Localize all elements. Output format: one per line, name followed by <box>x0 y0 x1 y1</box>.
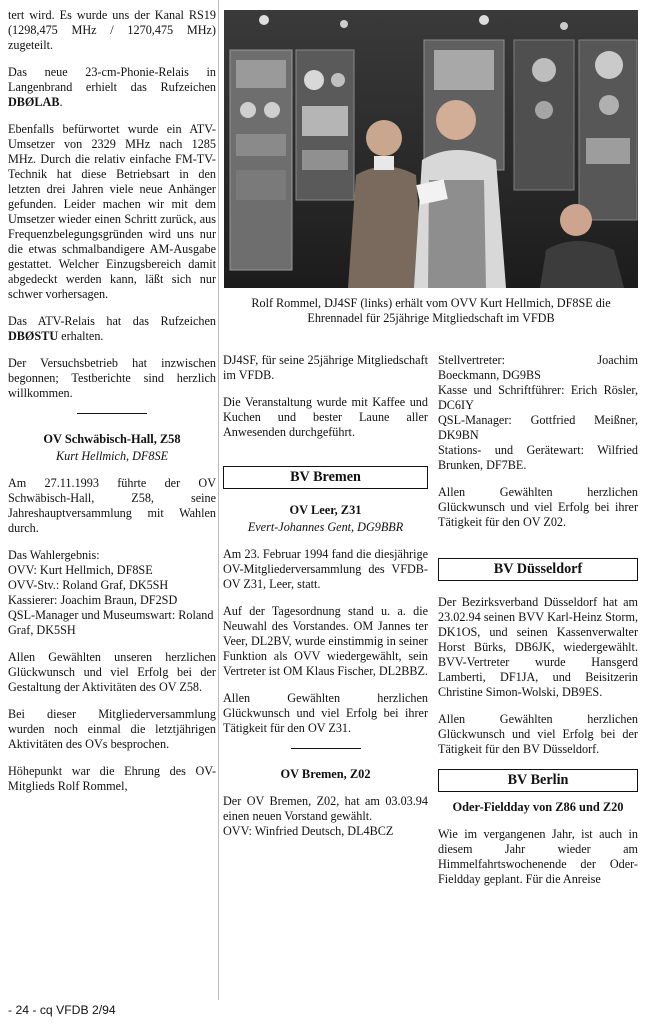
result-line <box>438 353 638 368</box>
paragraph: Der OV Bremen, Z02, hat am 03.03.94 einen neuen Vorstand gewählt. <box>223 794 428 823</box>
column-1 <box>8 8 216 806</box>
paragraph <box>8 65 216 110</box>
photo-caption: Rolf Rommel, DJ4SF (links) erhält vom OVV Kurt Hellmich, DF8SE die Ehrennadel für 25jährige Mitgliedschaft im VFDB <box>251 296 611 325</box>
paragraph <box>8 314 216 344</box>
result-line: Kasse und Schriftführer: Erich Rösler, DC6IY <box>438 383 638 412</box>
result-line: Stations- und Gerätewart: Wilfried Brunken, DF7BE. <box>438 443 638 472</box>
result-line: Boeckmann, DG9BS <box>438 368 541 382</box>
result-line: QSL-Manager und Museumswart: Roland Graf, DK5SH <box>8 608 214 637</box>
paragraph: Die Veranstaltung wurde mit Kaffee und Kuchen und bester Laune aller Anwesenden durchgeführt. <box>223 395 428 439</box>
section-heading: OV Schwäbisch-Hall, Z58 <box>43 432 181 446</box>
result-line: QSL-Manager: Gottfried Meißner, DK9BN <box>438 413 638 442</box>
results-title: Das Wahlergebnis: <box>8 548 100 562</box>
paragraph: DJ4SF, für seine 25jährige Mitgliedschaft im VFDB. <box>223 353 428 382</box>
paragraph: Höhepunkt war die Ehrung des OV-Mitglieds Rolf Rommel, <box>8 764 216 793</box>
award-photo <box>224 10 638 288</box>
column-rule <box>218 0 219 1000</box>
paragraph: Auf der Tagesordnung stand u. a. die Neuwahl des Vorstandes. OM Jannes ter Veer, DL2BV, wurde einstimmig in seiner Funktion als OVV wiedergewählt, sein Vertreter ist OM Klaus Fischer, DL2BBZ. <box>223 604 428 678</box>
paragraph: Am 23. Februar 1994 fand die diesjährige OV-Mitgliederversammlung des VFDB-OV Z31, Leer, statt. <box>223 547 428 591</box>
author-line: Evert-Johannes Gent, DG9BBR <box>247 520 404 534</box>
section-box-bv-berlin: BV Berlin <box>438 769 638 792</box>
column-3 <box>438 353 638 899</box>
paragraph: Allen Gewählten unseren herzlichen Glückwunsch und viel Erfolg bei der Gestaltung der Aktivitäten des OV Z58. <box>8 650 216 694</box>
result-line: OVV: Kurt Hellmich, DF8SE <box>8 563 153 577</box>
paragraph: Der Versuchsbetrieb hat inzwischen begonnen; Testberichte sind herzlich willkommen. <box>8 356 216 400</box>
section-heading: OV Bremen, Z02 <box>280 767 371 781</box>
paragraph: Ebenfalls befürwortet wurde ein ATV-Umsetzer von 2329 MHz nach 1285 MHz. Durch die relativ einfache FM-TV-Technik hat diese Betriebsart in den letzten drei Jahren viele neue Anhänger gefunden. Leider machen wir mit dem Umsetzer wieder einen Schritt zurück, aus Frequenzbelegungsgründen wird uns nur die etwas schmalbandigere AM-Ausgabe gestattet. Welcher Einzugsbereich damit abgedeckt werden kann, läßt sich nur schwer vorhersagen. <box>8 122 216 301</box>
result-line: OVV-Stv.: Roland Graf, DK5SH <box>8 578 169 592</box>
paragraph: Am 27.11.1993 führte der OV Schwäbisch-Hall, Z58, seine Jahreshauptversammlung mit Wahlen durch. <box>8 476 216 535</box>
text: Das neue 23-cm-Phonie-Relais in Langenbrand erhielt das Rufzeichen <box>8 65 216 94</box>
section-divider <box>291 748 361 749</box>
section-divider <box>77 413 147 414</box>
paragraph: Bei dieser Mitgliederversammlung wurden noch einmal die letztjährigen Aktivitäten des OVs besprochen. <box>8 707 216 751</box>
author-line: Kurt Hellmich, DF8SE <box>55 449 169 463</box>
paragraph: Allen Gewählten herzlichen Glückwunsch und viel Erfolg bei ihrer Tätigkeit für den OV Z31. <box>223 691 428 735</box>
result-line: OVV: Winfried Deutsch, DL4BCZ <box>223 824 394 838</box>
section-box-bv-duesseldorf: BV Düsseldorf <box>438 558 638 581</box>
paragraph: tert wird. Es wurde uns der Kanal RS19 (1298,475 MHz / 1270,475 MHz) zugeteilt. <box>8 8 216 52</box>
paragraph: Der Bezirksverband Düsseldorf hat am 23.02.94 seinen BVV Karl-Heinz Storm, DK1OS, und seinen Kassenverwalter Horst Bürks, DB6JK, wiedergewählt. BVV-Vertreter wurde Hansgerd Lamberti, DF1JA, und Beisitzerin Christine Simon-Wolski, DB9ES. <box>438 595 638 699</box>
results-block <box>8 548 216 638</box>
text: Das ATV-Relais hat das Rufzeichen <box>8 314 216 328</box>
paragraph: Allen Gewählten herzlichen Glückwunsch und viel Erfolg bei ihrer Tätigkeit für den OV Z02. <box>438 485 638 529</box>
page-footer: - 24 - cq VFDB 2/94 <box>8 1003 116 1017</box>
text: . <box>59 95 63 109</box>
section-heading: Oder-Fieldday von Z86 und Z20 <box>452 800 624 814</box>
text: erhalten. <box>58 329 104 343</box>
section-box-bv-bremen: BV Bremen <box>223 466 428 489</box>
callsign: DBØSTU <box>8 329 59 343</box>
callsign: DBØLAB <box>8 95 60 109</box>
label: Stellvertreter: <box>438 353 506 367</box>
value: Joachim <box>597 353 638 367</box>
photo-illustration <box>224 10 638 288</box>
section-heading: OV Leer, Z31 <box>289 503 362 517</box>
paragraph: Wie im vergangenen Jahr, ist auch in diesem Jahr wieder am Himmelfahrtswochenende der Oder-Fieldday geplant. Für die Anreise <box>438 827 638 886</box>
result-line: Kassierer: Joachim Braun, DF2SD <box>8 593 178 607</box>
paragraph: Allen Gewählten herzlichen Glückwunsch und viel Erfolg bei der Tätigkeit für den BV Düsseldorf. <box>438 712 638 756</box>
column-2 <box>223 353 428 839</box>
